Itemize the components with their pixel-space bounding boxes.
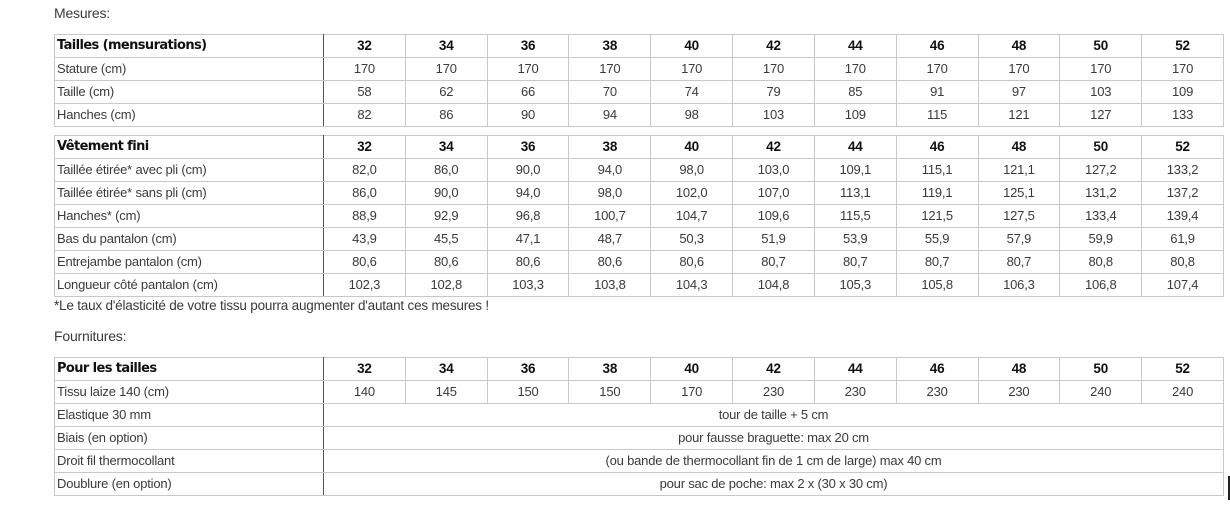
table-row <box>55 404 1224 427</box>
table-cell: 88,9 <box>324 205 406 228</box>
table-cell: 43,9 <box>324 228 406 251</box>
table-header-row <box>55 136 1224 159</box>
table-cell: 97 <box>978 81 1060 104</box>
table-cell: 170 <box>1060 58 1142 81</box>
table-cell: 94 <box>569 104 651 127</box>
row-label: Bas du pantalon (cm) <box>55 228 324 251</box>
size-header-48: 48 <box>978 358 1060 381</box>
row-label: Longueur côté pantalon (cm) <box>55 274 324 297</box>
table-cell: 94,0 <box>487 182 569 205</box>
size-header-42: 42 <box>733 35 815 58</box>
merged-cell: tour de taille + 5 cm <box>324 404 1224 427</box>
size-header-34: 34 <box>405 35 487 58</box>
size-header-40: 40 <box>651 358 733 381</box>
table-cell: 55,9 <box>896 228 978 251</box>
row-label: Hanches (cm) <box>55 104 324 127</box>
table-cell: 92,9 <box>405 205 487 228</box>
table-cell: 133,4 <box>1060 205 1142 228</box>
size-header-40: 40 <box>651 136 733 159</box>
finished-garment-table <box>54 135 1224 297</box>
table-cell: 106,8 <box>1060 274 1142 297</box>
table-cell: 80,7 <box>896 251 978 274</box>
table-cell: 85 <box>814 81 896 104</box>
table-cell: 121 <box>978 104 1060 127</box>
table-row <box>55 205 1224 228</box>
table-cell: 80,6 <box>487 251 569 274</box>
measurements-table <box>54 34 1224 127</box>
row-label: Entrejambe pantalon (cm) <box>55 251 324 274</box>
size-header-42: 42 <box>733 358 815 381</box>
table-cell: 58 <box>324 81 406 104</box>
table-cell: 240 <box>1060 381 1142 404</box>
table-cell: 103 <box>733 104 815 127</box>
elasticity-note: *Le taux d'élasticité de votre tissu pourra augmenter d'autant ces mesures ! <box>54 298 489 313</box>
row-label: Biais (en option) <box>55 427 324 450</box>
table-cell: 121,5 <box>896 205 978 228</box>
table-cell: 82 <box>324 104 406 127</box>
table-cell: 86,0 <box>324 182 406 205</box>
row-label: Hanches* (cm) <box>55 205 324 228</box>
table-cell: 98,0 <box>651 159 733 182</box>
table-cell: 86 <box>405 104 487 127</box>
table-cell: 80,6 <box>324 251 406 274</box>
size-header-50: 50 <box>1060 358 1142 381</box>
table-cell: 170 <box>487 58 569 81</box>
table-cell: 104,3 <box>651 274 733 297</box>
table-cell: 103,0 <box>733 159 815 182</box>
fournitures-heading: Fournitures: <box>54 328 127 344</box>
table-cell: 98,0 <box>569 182 651 205</box>
supplies-table <box>54 357 1224 496</box>
table-cell: 109,6 <box>733 205 815 228</box>
table-cell: 137,2 <box>1142 182 1224 205</box>
table-row <box>55 81 1224 104</box>
size-header-48: 48 <box>978 136 1060 159</box>
table-cell: 230 <box>896 381 978 404</box>
table-cell: 230 <box>814 381 896 404</box>
table-cell: 53,9 <box>814 228 896 251</box>
table-cell: 125,1 <box>978 182 1060 205</box>
table-cell: 100,7 <box>569 205 651 228</box>
table-cell: 109 <box>814 104 896 127</box>
table-cell: 98 <box>651 104 733 127</box>
table-cell: 104,8 <box>733 274 815 297</box>
table-cell: 45,5 <box>405 228 487 251</box>
table-header-label: Pour les tailles <box>55 358 324 381</box>
table-cell: 80,8 <box>1142 251 1224 274</box>
size-header-40: 40 <box>651 35 733 58</box>
table-cell: 170 <box>569 58 651 81</box>
table-cell: 91 <box>896 81 978 104</box>
table-cell: 66 <box>487 81 569 104</box>
table-cell: 61,9 <box>1142 228 1224 251</box>
table-cell: 102,3 <box>324 274 406 297</box>
table-cell: 170 <box>405 58 487 81</box>
row-label: Elastique 30 mm <box>55 404 324 427</box>
row-label: Taille (cm) <box>55 81 324 104</box>
table-cell: 170 <box>1142 58 1224 81</box>
table-cell: 96,8 <box>487 205 569 228</box>
table-cell: 115,5 <box>814 205 896 228</box>
table-cell: 113,1 <box>814 182 896 205</box>
merged-cell: (ou bande de thermocollant fin de 1 cm de large) max 40 cm <box>324 450 1224 473</box>
size-header-38: 38 <box>569 358 651 381</box>
table-cell: 127,2 <box>1060 159 1142 182</box>
table-cell: 109 <box>1142 81 1224 104</box>
table-cell: 139,4 <box>1142 205 1224 228</box>
table-cell: 115 <box>896 104 978 127</box>
table-row <box>55 104 1224 127</box>
table-header-row <box>55 35 1224 58</box>
size-header-32: 32 <box>324 358 406 381</box>
table-cell: 150 <box>569 381 651 404</box>
table-cell: 90 <box>487 104 569 127</box>
table-cell: 170 <box>896 58 978 81</box>
table-cell: 80,8 <box>1060 251 1142 274</box>
table-header-label: Tailles (mensurations) <box>55 35 324 58</box>
table-cell: 90,0 <box>487 159 569 182</box>
table-cell: 127 <box>1060 104 1142 127</box>
size-header-42: 42 <box>733 136 815 159</box>
table-cell: 80,7 <box>733 251 815 274</box>
size-header-34: 34 <box>405 136 487 159</box>
size-header-52: 52 <box>1142 136 1224 159</box>
table-cell: 140 <box>324 381 406 404</box>
table-cell: 131,2 <box>1060 182 1142 205</box>
size-header-36: 36 <box>487 136 569 159</box>
table-cell: 62 <box>405 81 487 104</box>
table-cell: 240 <box>1142 381 1224 404</box>
size-header-32: 32 <box>324 136 406 159</box>
table-cell: 104,7 <box>651 205 733 228</box>
table-cell: 170 <box>651 58 733 81</box>
row-label: Stature (cm) <box>55 58 324 81</box>
table-cell: 103,3 <box>487 274 569 297</box>
table-row <box>55 251 1224 274</box>
size-header-46: 46 <box>896 136 978 159</box>
row-label: Taillée étirée* avec pli (cm) <box>55 159 324 182</box>
row-label: Droit fil thermocollant <box>55 450 324 473</box>
table-cell: 102,8 <box>405 274 487 297</box>
table-cell: 82,0 <box>324 159 406 182</box>
table-cell: 119,1 <box>896 182 978 205</box>
size-header-38: 38 <box>569 136 651 159</box>
size-header-38: 38 <box>569 35 651 58</box>
row-label: Doublure (en option) <box>55 473 324 496</box>
size-header-36: 36 <box>487 35 569 58</box>
table-cell: 80,6 <box>651 251 733 274</box>
table-cell: 102,0 <box>651 182 733 205</box>
table-cell: 150 <box>487 381 569 404</box>
table-cell: 109,1 <box>814 159 896 182</box>
table-cell: 105,8 <box>896 274 978 297</box>
table-cell: 59,9 <box>1060 228 1142 251</box>
table-cell: 170 <box>651 381 733 404</box>
table-row <box>55 228 1224 251</box>
table-row <box>55 182 1224 205</box>
row-label: Tissu laize 140 (cm) <box>55 381 324 404</box>
table-row <box>55 159 1224 182</box>
mesures-heading: Mesures: <box>54 5 110 21</box>
size-header-46: 46 <box>896 358 978 381</box>
table-cell: 115,1 <box>896 159 978 182</box>
table-cell: 107,4 <box>1142 274 1224 297</box>
size-header-50: 50 <box>1060 35 1142 58</box>
table-cell: 103,8 <box>569 274 651 297</box>
table-cell: 230 <box>733 381 815 404</box>
size-header-48: 48 <box>978 35 1060 58</box>
size-header-44: 44 <box>814 136 896 159</box>
table-cell: 133,2 <box>1142 159 1224 182</box>
table-cell: 80,6 <box>569 251 651 274</box>
table-cell: 86,0 <box>405 159 487 182</box>
table-cell: 51,9 <box>733 228 815 251</box>
size-header-44: 44 <box>814 35 896 58</box>
row-label: Taillée étirée* sans pli (cm) <box>55 182 324 205</box>
table-cell: 50,3 <box>651 228 733 251</box>
table-cell: 106,3 <box>978 274 1060 297</box>
table-row <box>55 58 1224 81</box>
table-row <box>55 473 1224 496</box>
size-header-46: 46 <box>896 35 978 58</box>
table-cell: 133 <box>1142 104 1224 127</box>
table-cell: 103 <box>1060 81 1142 104</box>
table-cell: 170 <box>324 58 406 81</box>
table-cell: 90,0 <box>405 182 487 205</box>
merged-cell: pour fausse braguette: max 20 cm <box>324 427 1224 450</box>
size-header-44: 44 <box>814 358 896 381</box>
table-header-label: Vêtement fini <box>55 136 324 159</box>
table-cell: 80,6 <box>405 251 487 274</box>
table-cell: 80,7 <box>814 251 896 274</box>
table-cell: 70 <box>569 81 651 104</box>
table-cell: 107,0 <box>733 182 815 205</box>
size-header-36: 36 <box>487 358 569 381</box>
table-cell: 48,7 <box>569 228 651 251</box>
merged-cell: pour sac de poche: max 2 x (30 x 30 cm) <box>324 473 1224 496</box>
size-header-34: 34 <box>405 358 487 381</box>
table-cell: 127,5 <box>978 205 1060 228</box>
table-row <box>55 274 1224 297</box>
size-header-52: 52 <box>1142 35 1224 58</box>
table-cell: 80,7 <box>978 251 1060 274</box>
table-cell: 47,1 <box>487 228 569 251</box>
table-row <box>55 427 1224 450</box>
table-cell: 170 <box>733 58 815 81</box>
table-cell: 145 <box>405 381 487 404</box>
table-cell: 105,3 <box>814 274 896 297</box>
table-header-row <box>55 358 1224 381</box>
table-cell: 230 <box>978 381 1060 404</box>
table-cell: 121,1 <box>978 159 1060 182</box>
table-cell: 57,9 <box>978 228 1060 251</box>
table-cell: 170 <box>978 58 1060 81</box>
size-header-50: 50 <box>1060 136 1142 159</box>
size-header-32: 32 <box>324 35 406 58</box>
table-cell: 170 <box>814 58 896 81</box>
size-header-52: 52 <box>1142 358 1224 381</box>
table-row <box>55 381 1224 404</box>
table-cell: 94,0 <box>569 159 651 182</box>
table-cell: 79 <box>733 81 815 104</box>
table-row <box>55 450 1224 473</box>
table-cell: 74 <box>651 81 733 104</box>
